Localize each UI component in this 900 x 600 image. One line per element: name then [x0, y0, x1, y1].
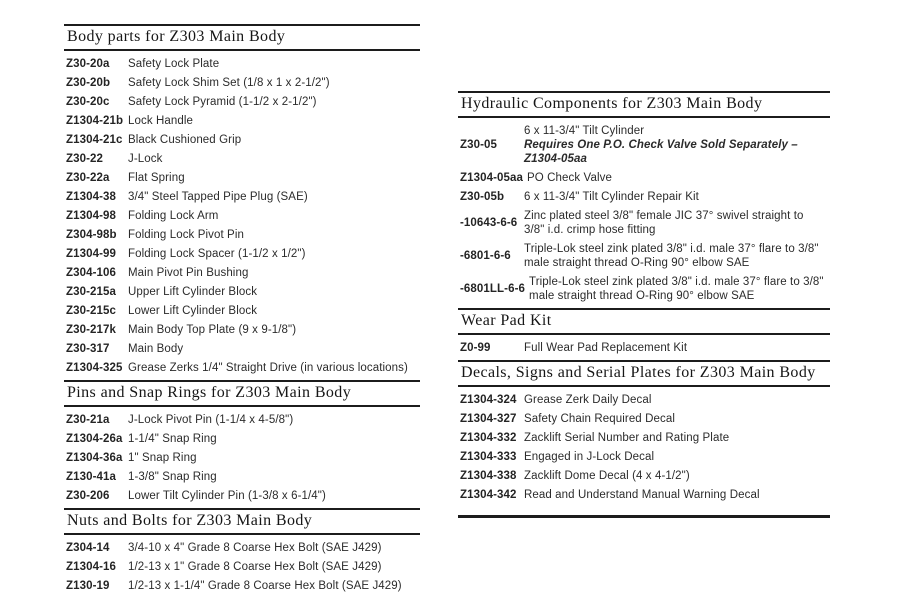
section-items	[64, 407, 420, 508]
part-description-line: Main Body Top Plate (9 x 9-1/8")	[128, 324, 297, 336]
part-description-line: Safety Lock Pyramid (1-1/2 x 2-1/2")	[128, 96, 317, 108]
part-row	[66, 55, 420, 74]
part-number: Z304-14	[66, 542, 110, 554]
part-row	[66, 411, 420, 430]
part-number: Z30-22	[66, 153, 104, 165]
part-number: Z304-106	[66, 267, 117, 279]
part-description-line: Grease Zerk Daily Decal	[524, 394, 652, 406]
part-description	[128, 112, 420, 131]
part-row	[460, 188, 830, 207]
part-number: -10643-6-6	[460, 217, 518, 229]
part-description-line: 3/4" Steel Tapped Pipe Plug (SAE)	[128, 191, 308, 203]
part-row	[66, 359, 420, 378]
part-description-line: Grease Zerks 1/4" Straight Drive (in various locations)	[128, 362, 408, 374]
part-number: Z30-20c	[66, 96, 110, 108]
part-description-line: J-Lock	[128, 153, 163, 165]
part-description	[128, 411, 420, 430]
part-number: Z1304-325	[66, 362, 123, 374]
part-row	[66, 539, 420, 558]
part-description	[524, 339, 830, 358]
part-description	[128, 558, 420, 577]
part-row	[460, 273, 830, 306]
part-description-line: Triple-Lok steel zink plated 3/8" i.d. male 37° flare to 3/8"	[524, 243, 819, 255]
part-description	[128, 207, 420, 226]
part-number: -6801-6-6	[460, 250, 511, 262]
part-number: Z1304-342	[460, 489, 517, 501]
part-description	[128, 283, 420, 302]
part-number: Z30-317	[66, 343, 110, 355]
part-description-line: Folding Lock Arm	[128, 210, 219, 222]
part-number: Z130-41a	[66, 471, 117, 483]
section-title: Wear Pad Kit	[458, 308, 830, 335]
part-description-line: Lower Tilt Cylinder Pin (1-3/8 x 6-1/4")	[128, 490, 326, 502]
part-row	[66, 264, 420, 283]
part-description	[128, 577, 420, 596]
part-row	[66, 577, 420, 596]
part-row	[66, 131, 420, 150]
part-row	[66, 449, 420, 468]
part-number: Z1304-21c	[66, 134, 123, 146]
part-description-line: Upper Lift Cylinder Block	[128, 286, 258, 298]
part-description-line: Safety Chain Required Decal	[524, 413, 676, 425]
part-row	[66, 112, 420, 131]
part-number: Z1304-16	[66, 561, 117, 573]
part-description-line: 6 x 11-3/4" Tilt Cylinder	[524, 125, 645, 137]
part-row	[66, 321, 420, 340]
part-description	[128, 245, 420, 264]
part-number: Z1304-327	[460, 413, 517, 425]
part-number: Z1304-26a	[66, 433, 123, 445]
part-row	[460, 467, 830, 486]
part-description-line: 1/2-13 x 1-1/4" Grade 8 Coarse Hex Bolt (SAE J429)	[128, 580, 402, 592]
part-number: Z1304-324	[460, 394, 517, 406]
part-description-line: 1-3/8" Snap Ring	[128, 471, 217, 483]
part-row	[66, 169, 420, 188]
part-description	[128, 449, 420, 468]
part-description	[524, 448, 830, 467]
part-description	[128, 487, 420, 506]
part-number: Z0-99	[460, 342, 491, 354]
part-row	[460, 339, 830, 358]
part-description-line: Triple-Lok steel zink plated 3/8" i.d. male 37° flare to 3/8"	[529, 276, 824, 288]
part-number: Z1304-21b	[66, 115, 124, 127]
part-description	[128, 302, 420, 321]
part-description	[128, 359, 420, 378]
page-end-rule	[458, 515, 830, 518]
part-description-line: Requires One P.O. Check Valve Sold Separately –	[524, 139, 798, 151]
part-description-line: Engaged in J-Lock Decal	[524, 451, 655, 463]
part-description	[128, 131, 420, 150]
part-description	[524, 391, 830, 410]
part-description-line: Safety Lock Shim Set (1/8 x 1 x 2-1/2")	[128, 77, 330, 89]
section-items	[458, 335, 830, 360]
part-number: Z30-05b	[460, 191, 505, 203]
part-row	[460, 207, 830, 240]
part-description	[524, 410, 830, 429]
part-number: Z1304-333	[460, 451, 517, 463]
part-description-line: 1" Snap Ring	[128, 452, 197, 464]
part-row	[66, 558, 420, 577]
part-number: Z304-98b	[66, 229, 117, 241]
part-description	[527, 169, 830, 188]
part-description-line: J-Lock Pivot Pin (1-1/4 x 4-5/8")	[128, 414, 294, 426]
part-description	[128, 468, 420, 487]
part-row	[66, 74, 420, 93]
part-description-line: Flat Spring	[128, 172, 185, 184]
part-row	[66, 302, 420, 321]
part-row	[460, 240, 830, 273]
part-description-line: male straight thread O-Ring 90° elbow SAE	[529, 290, 755, 302]
part-description	[524, 242, 830, 270]
part-description-line: Z1304-05aa	[524, 153, 588, 165]
part-description	[529, 275, 830, 303]
part-description-line: Read and Understand Manual Warning Decal	[524, 489, 760, 501]
part-number: Z30-05	[460, 139, 498, 151]
part-description	[128, 226, 420, 245]
part-number: Z1304-36a	[66, 452, 123, 464]
part-row	[460, 391, 830, 410]
section-title: Hydraulic Components for Z303 Main Body	[458, 91, 830, 118]
part-description	[524, 209, 830, 237]
part-row	[66, 283, 420, 302]
part-number: Z1304-332	[460, 432, 517, 444]
part-row	[66, 430, 420, 449]
part-description	[128, 55, 420, 74]
part-description-line: 6 x 11-3/4" Tilt Cylinder Repair Kit	[524, 191, 699, 203]
part-row	[66, 150, 420, 169]
part-description-line: Main Pivot Pin Bushing	[128, 267, 249, 279]
section-items	[458, 118, 830, 308]
section-items	[64, 51, 420, 380]
part-number: -6801LL-6-6	[460, 283, 526, 295]
section-title: Nuts and Bolts for Z303 Main Body	[64, 508, 420, 535]
part-number: Z30-20a	[66, 58, 110, 70]
part-row	[460, 429, 830, 448]
part-description-line: Full Wear Pad Replacement Kit	[524, 342, 688, 354]
part-description	[524, 429, 830, 448]
part-row	[66, 468, 420, 487]
left-column	[64, 24, 420, 598]
part-description-line: Zacklift Dome Decal (4 x 4-1/2")	[524, 470, 690, 482]
part-description-line: 1-1/4" Snap Ring	[128, 433, 217, 445]
part-number: Z30-215a	[66, 286, 117, 298]
part-description	[524, 124, 830, 166]
section-title: Body parts for Z303 Main Body	[64, 24, 420, 51]
part-number: Z1304-99	[66, 248, 117, 260]
right-column	[458, 91, 830, 518]
part-description	[128, 150, 420, 169]
part-row	[460, 410, 830, 429]
part-number: Z1304-98	[66, 210, 117, 222]
part-description-line: Main Body	[128, 343, 184, 355]
part-row	[66, 207, 420, 226]
part-description-line: Lock Handle	[128, 115, 194, 127]
part-description	[128, 188, 420, 207]
part-description	[128, 430, 420, 449]
part-row	[66, 93, 420, 112]
part-row	[460, 486, 830, 505]
part-description-line: Folding Lock Pivot Pin	[128, 229, 244, 241]
part-description-line: Safety Lock Plate	[128, 58, 220, 70]
part-description-line: 3/8" i.d. crimp hose fitting	[524, 224, 656, 236]
part-description-line: Zinc plated steel 3/8" female JIC 37° swivel straight to	[524, 210, 804, 222]
part-row	[66, 245, 420, 264]
part-number: Z1304-38	[66, 191, 117, 203]
part-description-line: Black Cushioned Grip	[128, 134, 242, 146]
part-row	[460, 169, 830, 188]
part-number: Z1304-338	[460, 470, 517, 482]
part-row	[66, 188, 420, 207]
part-number: Z130-19	[66, 580, 110, 592]
part-description-line: Zacklift Serial Number and Rating Plate	[524, 432, 730, 444]
part-description-line: 1/2-13 x 1" Grade 8 Coarse Hex Bolt (SAE J429)	[128, 561, 382, 573]
part-number: Z30-21a	[66, 414, 110, 426]
part-description-line: male straight thread O-Ring 90° elbow SAE	[524, 257, 750, 269]
section-items	[458, 387, 830, 507]
section-items	[64, 535, 420, 598]
section-title: Pins and Snap Rings for Z303 Main Body	[64, 380, 420, 407]
part-description-line: PO Check Valve	[527, 172, 612, 184]
part-number: Z30-22a	[66, 172, 110, 184]
part-description-line: 3/4-10 x 4" Grade 8 Coarse Hex Bolt (SAE J429)	[128, 542, 382, 554]
section-title: Decals, Signs and Serial Plates for Z303 Main Body	[458, 360, 830, 387]
part-number: Z30-217k	[66, 324, 117, 336]
part-description	[524, 486, 830, 505]
part-description	[128, 93, 420, 112]
part-description	[128, 539, 420, 558]
part-row	[460, 122, 830, 169]
part-description	[524, 188, 830, 207]
part-row	[66, 340, 420, 359]
part-description-line: Lower Lift Cylinder Block	[128, 305, 258, 317]
part-row	[460, 448, 830, 467]
part-description-line: Folding Lock Spacer (1-1/2 x 1/2")	[128, 248, 306, 260]
part-description	[128, 169, 420, 188]
part-description	[128, 321, 420, 340]
part-row	[66, 226, 420, 245]
part-description	[524, 467, 830, 486]
part-number: Z30-206	[66, 490, 110, 502]
part-description	[128, 74, 420, 93]
part-number: Z1304-05aa	[460, 172, 524, 184]
part-number: Z30-20b	[66, 77, 111, 89]
part-number: Z30-215c	[66, 305, 117, 317]
part-description	[128, 340, 420, 359]
part-description	[128, 264, 420, 283]
part-row	[66, 487, 420, 506]
